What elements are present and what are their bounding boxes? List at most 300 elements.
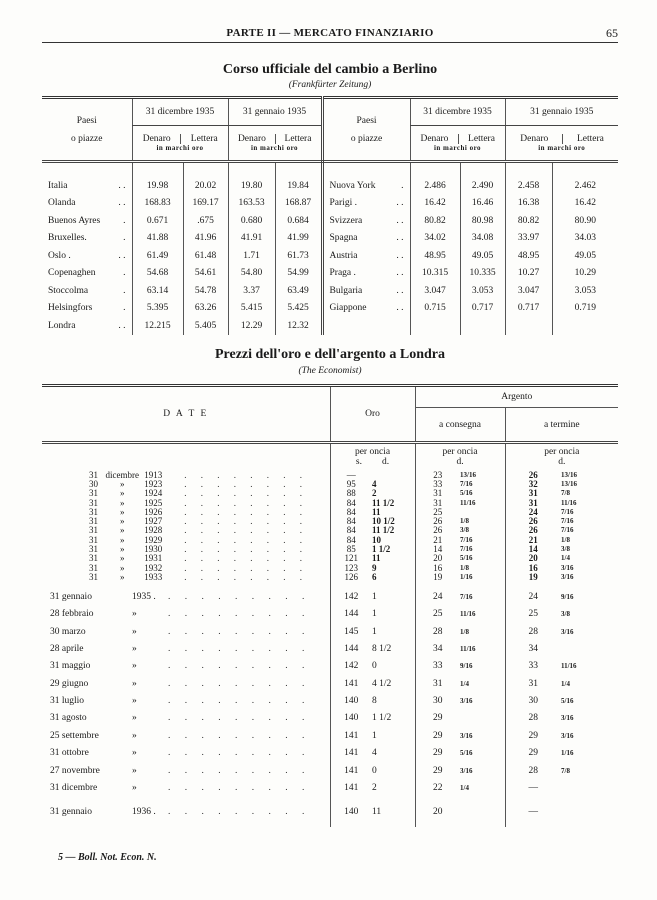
leader-dots: . . . . . . . .: [184, 489, 308, 499]
termine-fraction: [561, 640, 618, 657]
date-label: 31 ottobre: [50, 748, 89, 759]
place-cell: [42, 300, 132, 318]
date-year: »: [132, 783, 137, 794]
termine-fraction: 3/16: [561, 627, 574, 636]
consegna-d: 29: [415, 762, 460, 779]
table-row: [42, 508, 618, 517]
oro-d: 2: [372, 489, 377, 499]
place-name: Helsingfors: [48, 303, 93, 314]
termine-d: 31: [505, 675, 561, 692]
unit-per-oncia: per oncia: [354, 446, 391, 457]
place-cell: [42, 317, 132, 335]
rate-cell: 0.719: [552, 300, 618, 318]
oro-s: 141: [330, 779, 372, 796]
rate-cell: 0.671: [132, 212, 183, 230]
oro-d: 4: [372, 479, 377, 489]
consegna-d: 34: [415, 640, 460, 657]
place-name: Parigi .: [329, 198, 357, 209]
leader-dots: . . . . . . . .: [184, 563, 308, 573]
rate-cell: 16.46: [460, 195, 505, 213]
oro-d: 4: [372, 748, 377, 759]
rate-cell: 0.684: [275, 212, 322, 230]
place-cell: [322, 265, 410, 283]
table1-title: Corso ufficiale del cambio a Berlino: [222, 62, 438, 77]
leader-dots: . . . . . . . . .: [168, 591, 311, 602]
place-cell: [42, 177, 132, 195]
consegna-d: 28: [415, 623, 460, 640]
termine-fraction: 7/8: [561, 766, 570, 775]
date-year: 1925: [144, 498, 163, 508]
rate-cell: 61.48: [183, 247, 228, 265]
leader-dots: .: [123, 268, 126, 279]
consegna-d: 19: [415, 573, 460, 582]
unit-s: s.: [355, 456, 362, 467]
date-year: 1928: [144, 526, 163, 536]
date-label: 28 febbraio: [50, 609, 94, 620]
rate-cell: 54.80: [228, 265, 275, 283]
leader-dots: . . . . . . . .: [184, 470, 308, 480]
rate-cell: 12.32: [275, 317, 322, 335]
col-paesi: Paesi: [76, 115, 97, 126]
rate-cell: 41.99: [275, 230, 322, 248]
consegna-d: 14: [415, 545, 460, 554]
date-year: 1936 .: [132, 806, 156, 817]
date-day: 31: [89, 516, 98, 527]
oro-d: 10 1/2: [372, 516, 395, 527]
table-row: [42, 195, 618, 213]
table-row: [42, 480, 618, 489]
date-year: 1926: [144, 507, 163, 517]
date-label: 31 dicembre: [50, 783, 98, 794]
date-year: »: [132, 765, 137, 776]
consegna-fraction: 1/16: [460, 572, 473, 581]
leader-dots: . . . . . . . .: [184, 535, 308, 545]
rate-cell: 168.87: [275, 195, 322, 213]
rate-cell: 2.458: [505, 177, 552, 195]
rate-cell: 16.42: [410, 195, 460, 213]
leader-dots: . .: [396, 285, 404, 296]
consegna-d: 29: [415, 727, 460, 744]
table-row: [42, 498, 618, 507]
oro-s: 85: [330, 545, 372, 554]
consegna-fraction: 3/16: [460, 731, 473, 740]
date-year: 1923: [144, 479, 163, 489]
consegna-fraction: 11/16: [460, 644, 476, 653]
oro-s: 121: [330, 554, 372, 563]
termine-d: —: [505, 779, 561, 796]
oro-d: 4 1/2: [372, 678, 392, 689]
date-label: 30 marzo: [50, 626, 86, 637]
table-row: [42, 230, 618, 248]
place-cell: [42, 212, 132, 230]
rate-cell: 3.047: [410, 282, 460, 300]
termine-fraction: 7/16: [561, 526, 574, 535]
leader-dots: . . . . . . . .: [184, 554, 308, 564]
leader-dots: . . . . . . . .: [184, 544, 308, 555]
leader-dots: . . . . . . . . .: [168, 609, 311, 620]
date-label: 31 maggio: [50, 661, 91, 672]
oro-s: 126: [330, 573, 372, 582]
termine-d: 33: [505, 658, 561, 675]
rate-cell: 168.83: [132, 195, 183, 213]
table-row: [42, 573, 618, 582]
table-row: [42, 317, 618, 335]
rate-cell: 48.95: [505, 247, 552, 265]
denaro-label: Denaro: [142, 134, 171, 144]
leader-dots: . . . . . . . . .: [168, 626, 311, 637]
leader-dots: . . . . . . . . .: [168, 806, 311, 817]
rate-cell: 3.053: [460, 282, 505, 300]
consegna-fraction: 5/16: [460, 749, 473, 758]
date1-header: 31 dicembre 1935: [132, 98, 228, 126]
leader-dots: . .: [396, 250, 404, 261]
place-cell: [322, 230, 410, 248]
termine-fraction: 7/16: [561, 507, 574, 516]
termine-fraction: 1/4: [561, 679, 570, 688]
date-label: 27 novembre: [50, 765, 100, 776]
oro-s: —: [330, 471, 372, 480]
rate-cell: 12.29: [228, 317, 275, 335]
date-year: »: [132, 713, 137, 724]
col-date: D A T E: [42, 386, 330, 443]
table-row: [42, 710, 618, 727]
lettera-label: Lettera: [180, 134, 227, 144]
rate-cell: 19.84: [275, 177, 322, 195]
rate-cell: 3.047: [505, 282, 552, 300]
table-row: [42, 545, 618, 554]
place-cell: [322, 247, 410, 265]
table-row: [42, 588, 618, 605]
termine-d: 31: [505, 498, 561, 507]
rate-cell: 41.88: [132, 230, 183, 248]
oro-s: 140: [330, 710, 372, 727]
rate-cell: 63.26: [183, 300, 228, 318]
date-label: 31 gennaio: [50, 591, 92, 602]
consegna-fraction: 13/16: [460, 470, 476, 479]
oro-s: 84: [330, 517, 372, 526]
consegna-fraction: 1/4: [460, 679, 469, 688]
consegna-d: 33: [415, 480, 460, 489]
oro-s: 140: [330, 797, 372, 827]
termine-d: 24: [505, 508, 561, 517]
date-day: 31: [89, 498, 98, 508]
oro-s: 144: [330, 605, 372, 622]
date-day: 31: [89, 554, 98, 564]
table-row: [42, 247, 618, 265]
place-cell: [322, 282, 410, 300]
termine-d: 34: [505, 640, 561, 657]
oro-d: 1: [372, 609, 377, 620]
date-year: »: [132, 748, 137, 759]
consegna-d: 21: [415, 536, 460, 545]
consegna-d: 25: [415, 605, 460, 622]
leader-dots: . . . . . . . . .: [168, 783, 311, 794]
leader-dots: . . . . . . . .: [184, 572, 308, 582]
leader-dots: . . . . . . . . .: [168, 678, 311, 689]
date-day: 31: [89, 526, 98, 536]
rate-cell: 80.90: [552, 212, 618, 230]
date-year: 1935 .: [132, 591, 156, 602]
leader-dots: .: [123, 285, 126, 296]
unit-d: d.: [456, 456, 464, 467]
rate-cell: 0.715: [410, 300, 460, 318]
oro-s: 84: [330, 498, 372, 507]
table-row: [42, 658, 618, 675]
header-title: PARTE II — MERCATO FINANZIARIO: [226, 27, 434, 39]
date-label: 31 gennaio: [50, 806, 92, 817]
termine-d: 16: [505, 563, 561, 572]
leader-dots: . .: [118, 198, 126, 209]
rate-cell: .675: [183, 212, 228, 230]
date-year: 1931: [144, 554, 163, 564]
termine-d: 14: [505, 545, 561, 554]
unit-label: in marchi oro: [156, 144, 204, 152]
leader-dots: . . . . . . . . .: [168, 748, 311, 759]
rate-cell: 34.08: [460, 230, 505, 248]
termine-d: 28: [505, 710, 561, 727]
oro-s: 141: [330, 675, 372, 692]
consegna-fraction: 1/8: [460, 627, 469, 636]
table-row: [42, 554, 618, 563]
table-row: [42, 762, 618, 779]
consegna-fraction: 9/16: [460, 662, 473, 671]
table1-subtitle: (Frankfürter Zeitung): [288, 80, 372, 90]
place-name: Praga .: [329, 268, 356, 279]
leader-dots: .: [123, 303, 126, 314]
consegna-d: 23: [415, 471, 460, 480]
termine-d: 25: [505, 605, 561, 622]
rate-cell: 61.49: [132, 247, 183, 265]
date-year: 1933: [144, 572, 163, 582]
rate-cell: 34.03: [552, 230, 618, 248]
date-year: »: [132, 609, 137, 620]
leader-dots: . .: [396, 198, 404, 209]
consegna-d: 31: [415, 489, 460, 498]
rate-cell: 19.98: [132, 177, 183, 195]
leader-dots: . . . . . . . .: [184, 507, 308, 517]
table-row: [42, 282, 618, 300]
oro-d: 1: [372, 626, 377, 637]
oro-d: 1 1/2: [372, 713, 392, 724]
rate-cell: 3.053: [552, 282, 618, 300]
oro-s: 84: [330, 508, 372, 517]
rate-cell: 10.315: [410, 265, 460, 283]
termine-fraction: 13/16: [561, 470, 577, 479]
rate-cell: 80.82: [505, 212, 552, 230]
unit-label: in marchi oro: [433, 144, 482, 152]
date-month: »: [120, 554, 125, 564]
oro-d: 1: [372, 730, 377, 741]
place-cell: [42, 195, 132, 213]
consegna-fraction: [460, 797, 505, 827]
place-name: Svizzera: [329, 215, 363, 226]
rate-cell: 41.91: [228, 230, 275, 248]
place-name: Londra: [48, 320, 76, 331]
rate-cell: 48.95: [410, 247, 460, 265]
oro-d: 11 1/2: [372, 526, 395, 536]
termine-d: 31: [505, 489, 561, 498]
oro-d: 6: [372, 572, 377, 582]
consegna-fraction: 7/16: [460, 545, 473, 554]
date-label: 31 luglio: [50, 696, 85, 707]
rate-cell: 16.42: [552, 195, 618, 213]
exchange-rates-table: [42, 96, 618, 335]
rate-cell: 0.717: [505, 300, 552, 318]
col-argento: Argento: [415, 386, 618, 408]
date-month: »: [120, 563, 125, 573]
oro-s: 145: [330, 623, 372, 640]
oro-d: 1 1/2: [372, 544, 391, 555]
oro-s: 144: [330, 640, 372, 657]
table-row: [42, 536, 618, 545]
consegna-d: 24: [415, 588, 460, 605]
date-year: »: [132, 626, 137, 637]
table-row: [42, 517, 618, 526]
table-row: [42, 779, 618, 796]
consegna-d: 30: [415, 692, 460, 709]
termine-fraction: [561, 797, 618, 827]
unit-d: d.: [381, 456, 390, 467]
rate-cell: 5.395: [132, 300, 183, 318]
table-row: [42, 563, 618, 572]
termine-d: 20: [505, 554, 561, 563]
oro-s: 84: [330, 526, 372, 535]
place-name: Austria: [329, 250, 358, 261]
termine-d: 29: [505, 745, 561, 762]
date-year: »: [132, 661, 137, 672]
date-day: 31: [89, 563, 98, 573]
date2-header: 31 gennaio 1935: [505, 98, 618, 126]
place-name: Oslo .: [48, 250, 71, 261]
rate-cell: 5.415: [228, 300, 275, 318]
table-row: [42, 675, 618, 692]
rate-cell: 61.73: [275, 247, 322, 265]
consegna-fraction: 3/16: [460, 766, 473, 775]
termine-fraction: 3/16: [561, 563, 574, 572]
table-row: [42, 526, 618, 535]
oro-d: 2: [372, 783, 377, 794]
oro-s: 140: [330, 692, 372, 709]
date1-header: 31 dicembre 1935: [410, 98, 505, 126]
termine-fraction: 9/16: [561, 592, 574, 601]
oro-s: 142: [330, 588, 372, 605]
rate-cell: 33.97: [505, 230, 552, 248]
oro-s: 123: [330, 563, 372, 572]
date-label: 25 settembre: [50, 730, 99, 741]
oro-d: 8: [372, 696, 377, 707]
date-year: 1913: [144, 470, 163, 480]
date-day: 30: [89, 479, 98, 489]
termine-d: —: [505, 797, 561, 827]
termine-fraction: 3/8: [561, 610, 570, 619]
table-row: [42, 489, 618, 498]
date-month: »: [120, 572, 125, 582]
leader-dots: . .: [396, 303, 404, 314]
date-year: 1929: [144, 535, 163, 545]
leader-dots: . . . . . . . . .: [168, 696, 311, 707]
termine-fraction: 3/16: [561, 572, 574, 581]
unit-label: in marchi oro: [538, 144, 586, 152]
rate-cell: 2.462: [552, 177, 618, 195]
oro-d: 10: [372, 535, 381, 545]
place-cell: [322, 195, 410, 213]
footer-note: 5 — Boll. Not. Econ. N.: [58, 852, 157, 863]
leader-dots: . .: [118, 320, 126, 331]
place-cell: [42, 230, 132, 248]
leader-dots: . . . . . . . . .: [168, 730, 311, 741]
consegna-d: 26: [415, 517, 460, 526]
leader-dots: . .: [118, 180, 126, 191]
consegna-fraction: 1/4: [460, 784, 469, 793]
table-row: [42, 605, 618, 622]
place-name: Italia: [48, 180, 68, 191]
leader-dots: . . . . . . . .: [184, 516, 308, 527]
oro-d: 11: [372, 554, 381, 564]
leader-dots: . . . . . . . . .: [168, 713, 311, 724]
leader-dots: . . . . . . . . .: [168, 661, 311, 672]
date-year: 1927: [144, 516, 163, 527]
rate-cell: 0.680: [228, 212, 275, 230]
leader-dots: . . . . . . . . .: [168, 765, 311, 776]
date-day: 31: [89, 489, 98, 499]
unit-per-oncia: per oncia: [544, 446, 580, 457]
place-name: Nuova York: [329, 180, 376, 191]
place-name: Stoccolma: [48, 285, 89, 296]
oro-d: 11: [372, 806, 382, 817]
oro-s: 141: [330, 745, 372, 762]
termine-fraction: 1/16: [561, 749, 574, 758]
leader-dots: . . . . . . . . .: [168, 643, 311, 654]
rate-cell: 63.49: [275, 282, 322, 300]
date-year: 1930: [144, 544, 163, 555]
rate-cell: 12.215: [132, 317, 183, 335]
termine-fraction: 1/8: [561, 535, 570, 544]
consegna-d: 16: [415, 563, 460, 572]
termine-fraction: 3/8: [561, 545, 570, 554]
date2-header: 31 gennaio 1935: [228, 98, 322, 126]
place-name: Bulgaria: [329, 285, 363, 296]
oro-s: 142: [330, 658, 372, 675]
place-name: Spagna: [329, 233, 358, 244]
lettera-label: Lettera: [275, 134, 320, 144]
rate-cell: 54.99: [275, 265, 322, 283]
date-day: 31: [89, 572, 98, 582]
oro-d: 11 1/2: [372, 498, 395, 508]
termine-d: 26: [505, 526, 561, 535]
consegna-fraction: 7/16: [460, 592, 473, 601]
date-year: »: [132, 678, 137, 689]
rate-cell: 41.96: [183, 230, 228, 248]
col-paesi: Paesi: [356, 115, 377, 126]
leader-dots: .: [401, 180, 404, 191]
date-month: »: [120, 526, 125, 536]
date-label: 29 giugno: [50, 678, 89, 689]
termine-d: 24: [505, 588, 561, 605]
date-day: 31: [89, 470, 98, 480]
rate-cell: 169.17: [183, 195, 228, 213]
consegna-fraction: 1/8: [460, 517, 469, 526]
consegna-fraction: 5/16: [460, 489, 473, 498]
oro-s: 88: [330, 489, 372, 498]
consegna-d: 26: [415, 526, 460, 535]
table-row: [42, 727, 618, 744]
oro-s: 141: [330, 762, 372, 779]
consegna-d: 33: [415, 658, 460, 675]
table-row: [42, 265, 618, 283]
consegna-d: 31: [415, 675, 460, 692]
consegna-fraction: 11/16: [460, 610, 476, 619]
leader-dots: .: [123, 233, 126, 244]
